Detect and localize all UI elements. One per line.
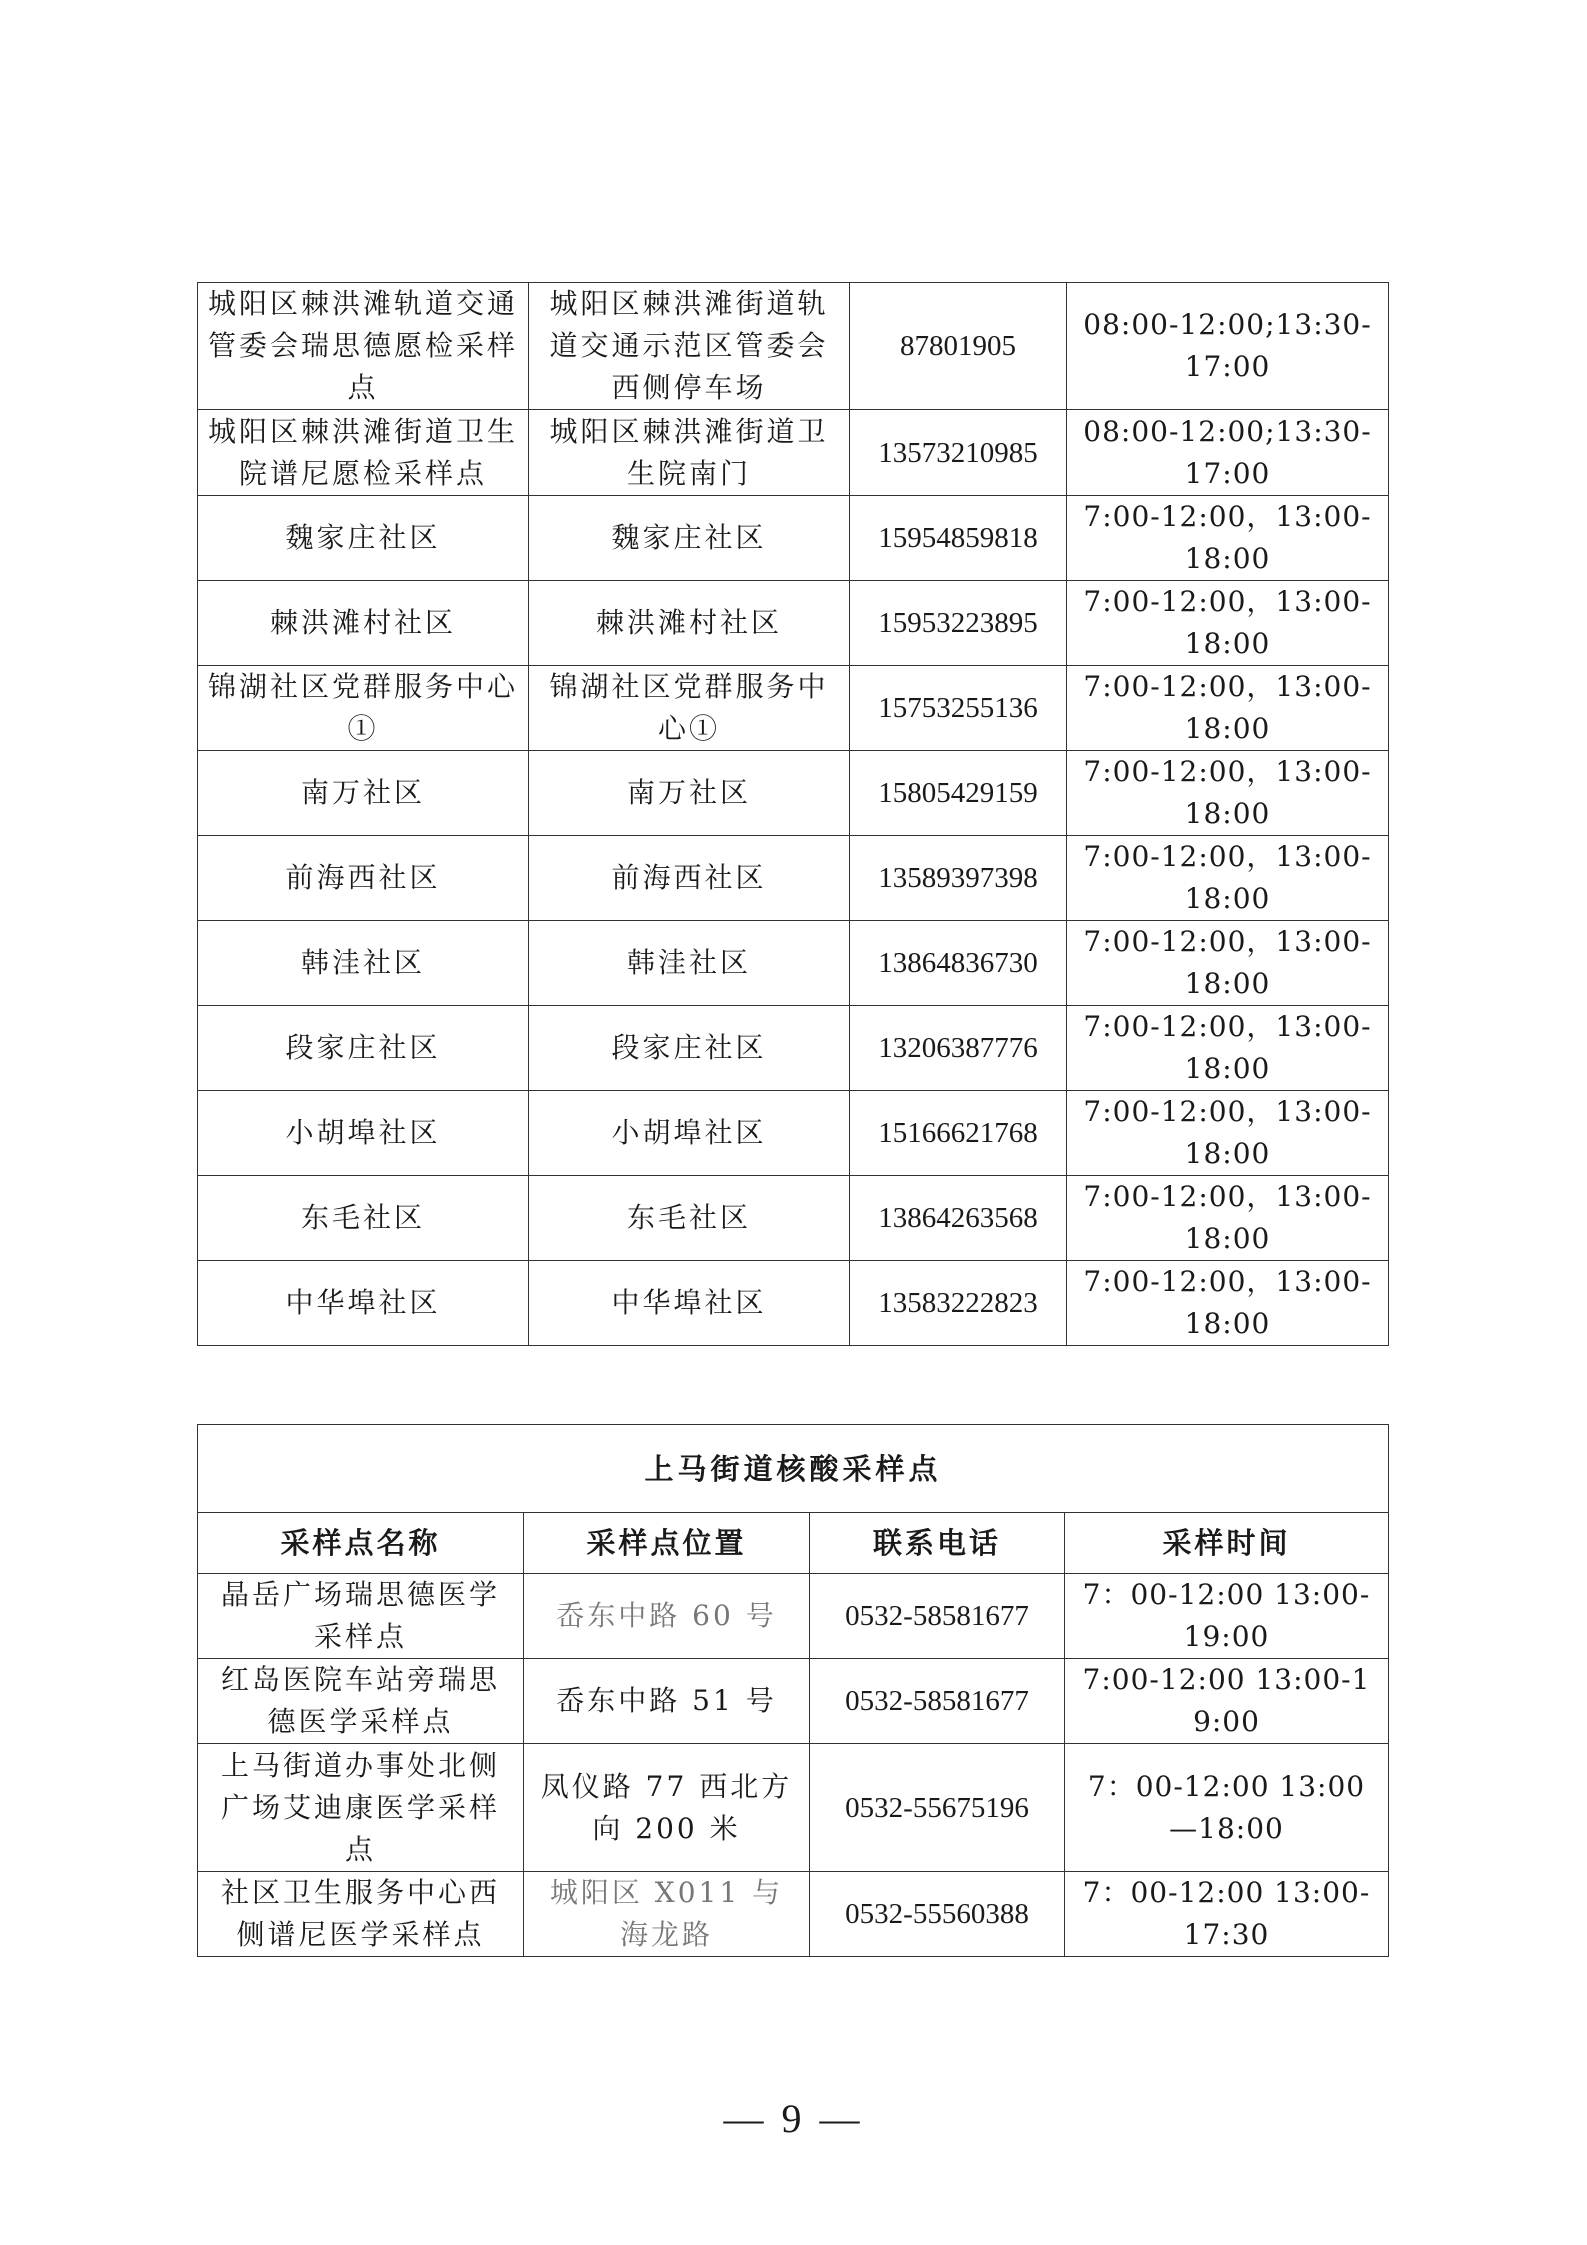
site-location: 韩洼社区 (529, 921, 850, 1006)
site-time: 7:00-12:00，13:00-18:00 (1067, 751, 1389, 836)
site-phone: 15953223895 (850, 581, 1067, 666)
site-location: 棘洪滩村社区 (529, 581, 850, 666)
section-title: 上马街道核酸采样点 (198, 1425, 1389, 1513)
site-phone: 13864263568 (850, 1176, 1067, 1261)
site-phone: 87801905 (850, 283, 1067, 410)
site-location: 岙东中路 60 号 (524, 1574, 810, 1659)
site-name: 棘洪滩村社区 (198, 581, 529, 666)
site-time: 7:00-12:00，13:00-18:00 (1067, 921, 1389, 1006)
site-location: 凤仪路 77 西北方向 200 米 (524, 1744, 810, 1872)
site-location: 中华埠社区 (529, 1261, 850, 1346)
table-row (198, 666, 1389, 751)
site-time: 7：00-12:00 13:00-17:30 (1065, 1872, 1389, 1957)
table-row (198, 283, 1389, 410)
site-time: 7:00-12:00 13:00-19:00 (1065, 1659, 1389, 1744)
site-time: 7:00-12:00，13:00-18:00 (1067, 1176, 1389, 1261)
table-row (198, 1744, 1389, 1872)
table-row (198, 1006, 1389, 1091)
site-phone: 13583222823 (850, 1261, 1067, 1346)
table-row (198, 921, 1389, 1006)
site-name: 魏家庄社区 (198, 496, 529, 581)
site-location: 魏家庄社区 (529, 496, 850, 581)
table-header-row (198, 1513, 1389, 1574)
site-phone: 0532-58581677 (810, 1659, 1065, 1744)
shangma-sampling-points-table (197, 1424, 1389, 1957)
site-phone: 13573210985 (850, 410, 1067, 496)
table-row (198, 1872, 1389, 1957)
site-location: 段家庄社区 (529, 1006, 850, 1091)
site-location: 南万社区 (529, 751, 850, 836)
site-location: 前海西社区 (529, 836, 850, 921)
site-phone: 0532-58581677 (810, 1574, 1065, 1659)
site-time: 08:00-12:00;13:30-17:00 (1067, 410, 1389, 496)
site-time: 7:00-12:00，13:00-18:00 (1067, 1091, 1389, 1176)
site-name: 段家庄社区 (198, 1006, 529, 1091)
table-row (198, 751, 1389, 836)
page-number: — 9 — (723, 2096, 864, 2141)
column-header-location: 采样点位置 (524, 1513, 810, 1574)
site-name: 城阳区棘洪滩轨道交通管委会瑞思德愿检采样点 (198, 283, 529, 410)
table-row (198, 1659, 1389, 1744)
table-row (198, 1091, 1389, 1176)
site-location: 小胡埠社区 (529, 1091, 850, 1176)
site-location: 东毛社区 (529, 1176, 850, 1261)
table-row (198, 410, 1389, 496)
site-time: 7:00-12:00，13:00-18:00 (1067, 666, 1389, 751)
site-phone: 0532-55675196 (810, 1744, 1065, 1872)
table-row (198, 836, 1389, 921)
site-phone: 15166621768 (850, 1091, 1067, 1176)
table-row (198, 1574, 1389, 1659)
site-name: 韩洼社区 (198, 921, 529, 1006)
site-phone: 13589397398 (850, 836, 1067, 921)
column-header-time: 采样时间 (1065, 1513, 1389, 1574)
site-name: 小胡埠社区 (198, 1091, 529, 1176)
site-time: 7:00-12:00，13:00-18:00 (1067, 836, 1389, 921)
site-time: 08:00-12:00;13:30-17:00 (1067, 283, 1389, 410)
site-time: 7:00-12:00，13:00-18:00 (1067, 581, 1389, 666)
site-name: 城阳区棘洪滩街道卫生院谱尼愿检采样点 (198, 410, 529, 496)
site-name: 中华埠社区 (198, 1261, 529, 1346)
site-name: 锦湖社区党群服务中心① (198, 666, 529, 751)
sampling-points-table-continued (197, 282, 1389, 1346)
site-phone: 13864836730 (850, 921, 1067, 1006)
column-header-phone: 联系电话 (810, 1513, 1065, 1574)
site-name: 东毛社区 (198, 1176, 529, 1261)
column-header-name: 采样点名称 (198, 1513, 524, 1574)
site-time: 7:00-12:00，13:00-18:00 (1067, 1261, 1389, 1346)
table-row (198, 581, 1389, 666)
site-location: 岙东中路 51 号 (524, 1659, 810, 1744)
site-time: 7:00-12:00，13:00-18:00 (1067, 496, 1389, 581)
site-phone: 15753255136 (850, 666, 1067, 751)
site-phone: 0532-55560388 (810, 1872, 1065, 1957)
site-time: 7：00-12:00 13:00-19:00 (1065, 1574, 1389, 1659)
site-name: 红岛医院车站旁瑞思德医学采样点 (198, 1659, 524, 1744)
table-title-row (198, 1425, 1389, 1513)
site-name: 前海西社区 (198, 836, 529, 921)
site-name: 晶岳广场瑞思德医学采样点 (198, 1574, 524, 1659)
site-phone: 15954859818 (850, 496, 1067, 581)
site-time: 7:00-12:00，13:00-18:00 (1067, 1006, 1389, 1091)
site-location: 城阳区棘洪滩街道轨道交通示范区管委会西侧停车场 (529, 283, 850, 410)
site-name: 社区卫生服务中心西侧谱尼医学采样点 (198, 1872, 524, 1957)
site-phone: 15805429159 (850, 751, 1067, 836)
site-location: 城阳区 X011 与海龙路 (524, 1872, 810, 1957)
site-phone: 13206387776 (850, 1006, 1067, 1091)
site-name: 上马街道办事处北侧广场艾迪康医学采样点 (198, 1744, 524, 1872)
site-location: 锦湖社区党群服务中心① (529, 666, 850, 751)
table-row (198, 1176, 1389, 1261)
table-row (198, 496, 1389, 581)
site-time: 7：00-12:00 13:00—18:00 (1065, 1744, 1389, 1872)
table-row (198, 1261, 1389, 1346)
site-location: 城阳区棘洪滩街道卫生院南门 (529, 410, 850, 496)
site-name: 南万社区 (198, 751, 529, 836)
